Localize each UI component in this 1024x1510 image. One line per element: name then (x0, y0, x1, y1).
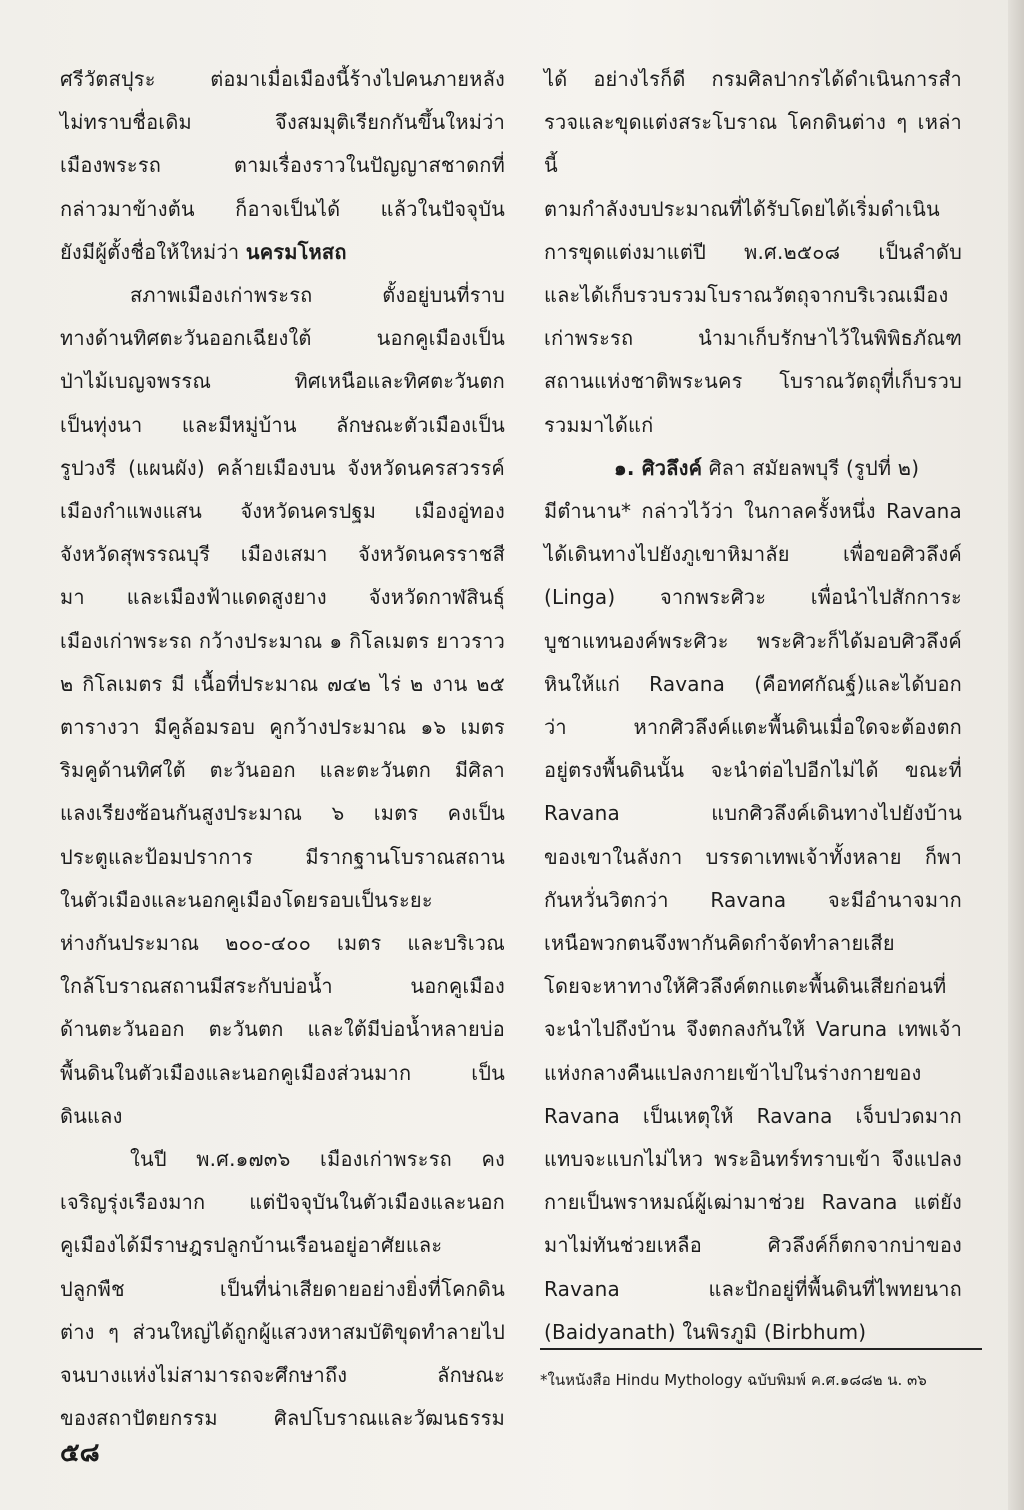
text-line (544, 447, 962, 490)
text-line: ประตูและป้อมปราการ มีรากฐานโบราณสถาน (60, 844, 505, 869)
text-line: ได้เดินทางไปยังภูเขาหิมาลัย เพื่อขอศิวลึงค์ (544, 542, 962, 567)
text-line: ในปี พ.ศ.๑๗๓๖ เมืองเก่าพระรถ คง (130, 1147, 505, 1172)
text-line: ได้ อย่างไรก็ดี กรมศิลปากรได้ดำเนินการสำ (544, 67, 962, 91)
text-line: รวมมาได้แก่ (544, 412, 654, 437)
text-line: ต่าง ๆ ส่วนใหญ่ได้ถูกผู้แสวงหาสมบัติขุดทำลายไป (60, 1319, 505, 1344)
text-line: ป่าไม้เบญจพรรณ ทิศเหนือและทิศตะวันตก (60, 369, 505, 394)
text-span: ยังมีผู้ตั้งชื่อให้ใหม่ว่า (60, 239, 246, 264)
text-line: เหนือพวกตนจึงพากันคิดกำจัดทำลายเสีย (544, 931, 895, 956)
text-line: เจริญรุ่งเรืองมาก แต่ปัจจุบันในตัวเมืองและนอก (60, 1190, 505, 1215)
text-line: สถานแห่งชาติพระนคร โบราณวัตถุที่เก็บรวบ (544, 369, 962, 394)
text-line (60, 231, 505, 274)
text-line: ปลูกพืช เป็นที่น่าเสียดายอย่างยิ่งที่โคกดิน (60, 1276, 505, 1301)
text-line: จังหวัดสุพรรณบุรี เมืองเสมา จังหวัดนครราชสี (60, 542, 505, 567)
text-line: Ravana แบกศิวลึงค์เดินทางไปยังบ้าน (544, 801, 962, 826)
text-line: Ravana เป็นเหตุให้ Ravana เจ็บปวดมาก (544, 1103, 962, 1128)
text-line: ตารางวา มีคูล้อมรอบ คูกว้างประมาณ ๑๖ เมตร (60, 715, 505, 740)
text-line: (Baidyanath) ในพิรภูมิ (Birbhum) (544, 1319, 867, 1344)
footnote-divider (540, 1348, 982, 1350)
text-line: ไม่ทราบชื่อเดิม จึงสมมุติเรียกกันขึ้นใหม่ว่า (60, 110, 505, 135)
text-line: จะนำไปถึงบ้าน จึงตกลงกันให้ Varuna เทพเจ้า (544, 1017, 962, 1042)
page-edge (1008, 0, 1024, 1510)
text-line: (Linga) จากพระศิวะ เพื่อนำไปสักการะ (544, 585, 962, 610)
text-line: ด้านตะวันออก ตะวันตก และใต้มีบ่อน้ำหลายบ่อ (60, 1017, 505, 1042)
text-line: อยู่ตรงพื้นดินนั้น จะนำต่อไปอีกไม่ได้ ขณะที่ (544, 758, 962, 783)
text-line: แทบจะแบกไม่ไหว พระอินทร์ทราบเข้า จึงแปลง (544, 1147, 962, 1172)
footnote: *ในหนังสือ Hindu Mythology ฉบับพิมพ์ ค.ศ.๑๘๘๒ น. ๓๖ (540, 1371, 927, 1389)
text-line: เมืองเก่าพระรถ กว้างประมาณ ๑ กิโลเมตร ยาวราว (60, 628, 505, 653)
text-line: แลงเรียงซ้อนกันสูงประมาณ ๖ เมตร คงเป็น (60, 801, 505, 826)
bold-term: นครมโหสถ (245, 239, 347, 264)
text-line: มาไม่ทันช่วยเหลือ ศิวลึงค์ก็ตกจากบ่าของ (544, 1233, 962, 1258)
text-line: ว่า หากศิวลึงค์แตะพื้นดินเมื่อใดจะต้องตก (544, 715, 962, 740)
text-line: ใกล้โบราณสถานมีสระกับบ่อน้ำ นอกคูเมือง (60, 974, 505, 999)
text-line: เก่าพระรถ นำมาเก็บรักษาไว้ในพิพิธภัณฑ (544, 326, 962, 351)
text-line: รวจและขุดแต่งสระโบราณ โคกดินต่าง ๆ เหล่านี้ (544, 110, 962, 178)
text-line: ในตัวเมืองและนอกคูเมืองโดยรอบเป็นระยะ (60, 887, 433, 912)
left-text-column (60, 58, 505, 1441)
text-line: ตามกำลังงบประมาณที่ได้รับโดยได้เริ่มดำเนิน (544, 196, 940, 221)
text-line: มีตำนาน* กล่าวไว้ว่า ในกาลครั้งหนึ่ง Ravana (544, 499, 962, 524)
text-line: หินให้แก่ Ravana (คือทศกัณฐ์)และได้บอก (544, 671, 962, 696)
text-line: กายเป็นพราหมณ์ผู้เฒ่ามาช่วย Ravana แต่ยัง (544, 1190, 962, 1215)
text-line: จนบางแห่งไม่สามารถจะศึกษาถึง ลักษณะ (60, 1363, 505, 1388)
text-line: ๒ กิโลเมตร มี เนื้อที่ประมาณ ๗๔๒ ไร่ ๒ งาน ๒๕ (60, 671, 505, 696)
text-line: ศรีวัตสปุระ ต่อมาเมื่อเมืองนี้ร้างไปคนภายหลัง (60, 67, 505, 91)
text-line: บูชาแทนองค์พระศิวะ พระศิวะก็ได้มอบศิวลึงค์ (544, 628, 962, 653)
right-text-column (544, 58, 962, 1354)
text-line: มา และเมืองฟ้าแดดสูงยาง จังหวัดกาฬสินธุ์ (60, 585, 505, 610)
text-line: โดยจะหาทางให้ศิวลึงค์ตกแตะพื้นดินเสียก่อนที่ (544, 974, 947, 999)
text-line: เป็นทุ่งนา และมีหมู่บ้าน ลักษณะตัวเมืองเป็น (60, 412, 505, 437)
text-line: กันหวั่นวิตกว่า Ravana จะมีอำนาจมาก (544, 887, 962, 912)
text-line: Ravana และปักอยู่ที่พื้นดินที่ไพทยนาถ (544, 1276, 962, 1301)
text-line: สภาพเมืองเก่าพระรถ ตั้งอยู่บนที่ราบ (130, 283, 505, 308)
text-line: ริมคูด้านทิศใต้ ตะวันออก และตะวันตก มีศิลา (60, 758, 505, 783)
text-line: การขุดแต่งมาแต่ปี พ.ศ.๒๕๐๘ เป็นลำดับ (544, 239, 962, 264)
text-line: เมืองพระรถ ตามเรื่องราวในปัญญาสชาดกที่ (60, 153, 505, 178)
text-line: รูปวงรี (แผนผัง) คล้ายเมืองบน จังหวัดนครสวรรค์ (60, 455, 505, 480)
text-line: ของสถาปัตยกรรม ศิลปโบราณและวัฒนธรรม (60, 1406, 505, 1431)
text-span: ศิลา สมัยลพบุรี (รูปที่ ๒) (702, 455, 920, 480)
text-line: ห่างกันประมาณ ๒๐๐-๔๐๐ เมตร และบริเวณ (60, 931, 505, 956)
text-line: กล่าวมาข้างต้น ก็อาจเป็นได้ แล้วในปัจจุบัน (60, 196, 505, 221)
text-line: ดินแลง (60, 1103, 123, 1128)
text-line: และได้เก็บรวบรวมโบราณวัตถุจากบริเวณเมือง (544, 283, 949, 308)
text-line: ของเขาในลังกา บรรดาเทพเจ้าทั้งหลาย ก็พา (544, 844, 962, 869)
text-line: คูเมืองได้มีราษฎรปลูกบ้านเรือนอยู่อาศัยและ (60, 1233, 443, 1258)
text-line: พื้นดินในตัวเมืองและนอกคูเมืองส่วนมาก เป็น (60, 1060, 505, 1085)
text-line: แห่งกลางคืนแปลงกายเข้าไปในร่างกายของ (544, 1060, 922, 1085)
text-line: ทางด้านทิศตะวันออกเฉียงใต้ นอกคูเมืองเป็น (60, 326, 505, 351)
text-line: เมืองกำแพงแสน จังหวัดนครปฐม เมืองอู่ทอง (60, 499, 505, 524)
page-number: ๕๘ (60, 1438, 100, 1468)
section-heading: ๑. ศิวลึงค์ (614, 455, 703, 480)
